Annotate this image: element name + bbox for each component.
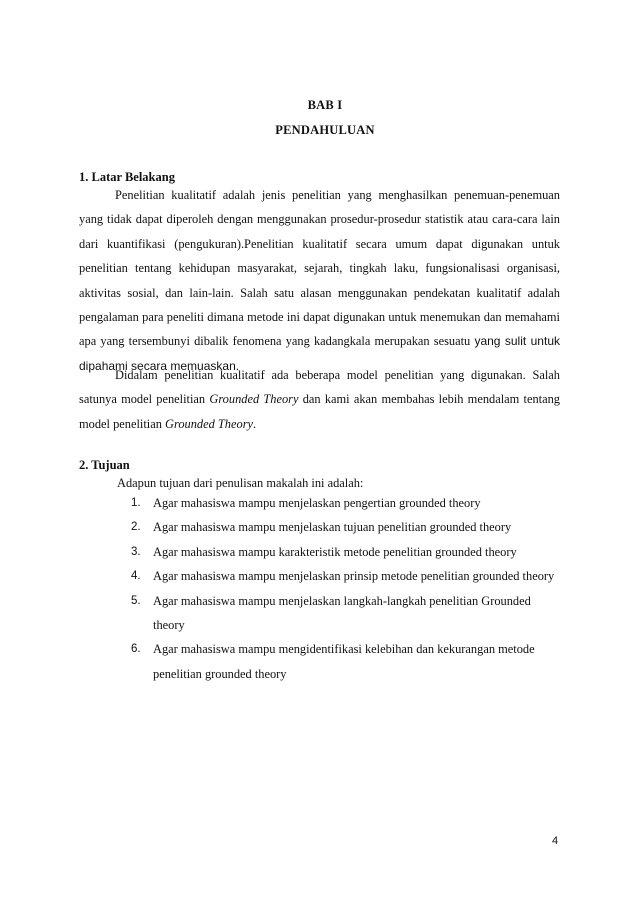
list-number: 6. bbox=[131, 643, 141, 656]
list-number: 4. bbox=[131, 570, 141, 583]
list-item bbox=[131, 491, 561, 515]
paragraph-text: . bbox=[253, 416, 257, 431]
list-number: 5. bbox=[131, 594, 141, 607]
list-item bbox=[131, 515, 561, 539]
list-text: Agar mahasiswa mampu menjelaskan pengertian grounded theory bbox=[153, 496, 481, 510]
list-number: 3. bbox=[131, 545, 141, 558]
section-title-latar-belakang: 1. Latar Belakang bbox=[79, 170, 175, 184]
list-text: Agar mahasiswa mampu menjelaskan langkah-langkah penelitian Grounded theory bbox=[153, 593, 531, 633]
paragraph-text-end: yang sulit untuk dipahami secara memuaskan. bbox=[79, 334, 560, 373]
paragraph-text: dan kami akan membahas lebih mendalam tentang model penelitian bbox=[79, 392, 560, 431]
list-text: Agar mahasiswa mampu karakteristik metode penelitian grounded theory bbox=[153, 544, 517, 559]
list-number: 1. bbox=[131, 497, 141, 509]
tujuan-list bbox=[131, 491, 561, 686]
list-text: Agar mahasiswa mampu mengidentifikasi kelebihan dan kekurangan metode penelitian grounded theory bbox=[153, 642, 535, 681]
list-number: 2. bbox=[131, 521, 141, 534]
italic-term: Grounded Theory bbox=[209, 392, 299, 407]
list-item bbox=[131, 540, 561, 564]
chapter-label: BAB I bbox=[307, 98, 343, 112]
paragraph-latar-belakang-1 bbox=[79, 183, 560, 378]
list-item bbox=[131, 637, 561, 686]
list-item bbox=[131, 564, 561, 588]
list-text: Agar mahasiswa mampu menjelaskan prinsip metode penelitian grounded theory bbox=[153, 569, 555, 584]
paragraph-text: Penelitian kualitatif adalah jenis penelitian yang menghasilkan penemuan-penemuan yang tidak dapat diperoleh dengan menggunakan prosedur-prosedur statistik atau cara-cara lain dari kuantifikasi (pengukuran).Penelitian kualitatif secara umum dapat digunakan untuk penelitian tentang kehidupan masyarakat, sejarah, tingkah laku, fungsionalisasi organisasi, aktivitas sosial, dan lain-lain. Salah satu alasan menggunakan pendekatan kualitatif adalah pengalaman para peneliti dimana metode ini dapat digunakan untuk menemukan dan memahami apa yang tersembunyi dibalik fenomena yang kadangkala merupakan sesuatu bbox=[79, 188, 560, 349]
tujuan-intro: Adapun tujuan dari penulisan makalah ini adalah: bbox=[117, 476, 364, 490]
paragraph-latar-belakang-2 bbox=[79, 363, 560, 436]
list-text: Agar mahasiswa mampu menjelaskan tujuan penelitian grounded theory bbox=[153, 520, 512, 535]
paragraph-text: Didalam penelitian kualitatif ada beberapa model penelitian yang digunakan. Salah satunya model penelitian bbox=[79, 368, 560, 407]
list-item bbox=[131, 589, 561, 638]
page-number: 4 bbox=[552, 835, 559, 847]
section-title-tujuan: 2. Tujuan bbox=[79, 458, 130, 472]
italic-term: Grounded Theory bbox=[165, 416, 254, 431]
chapter-title: PENDAHULUAN bbox=[275, 123, 375, 137]
